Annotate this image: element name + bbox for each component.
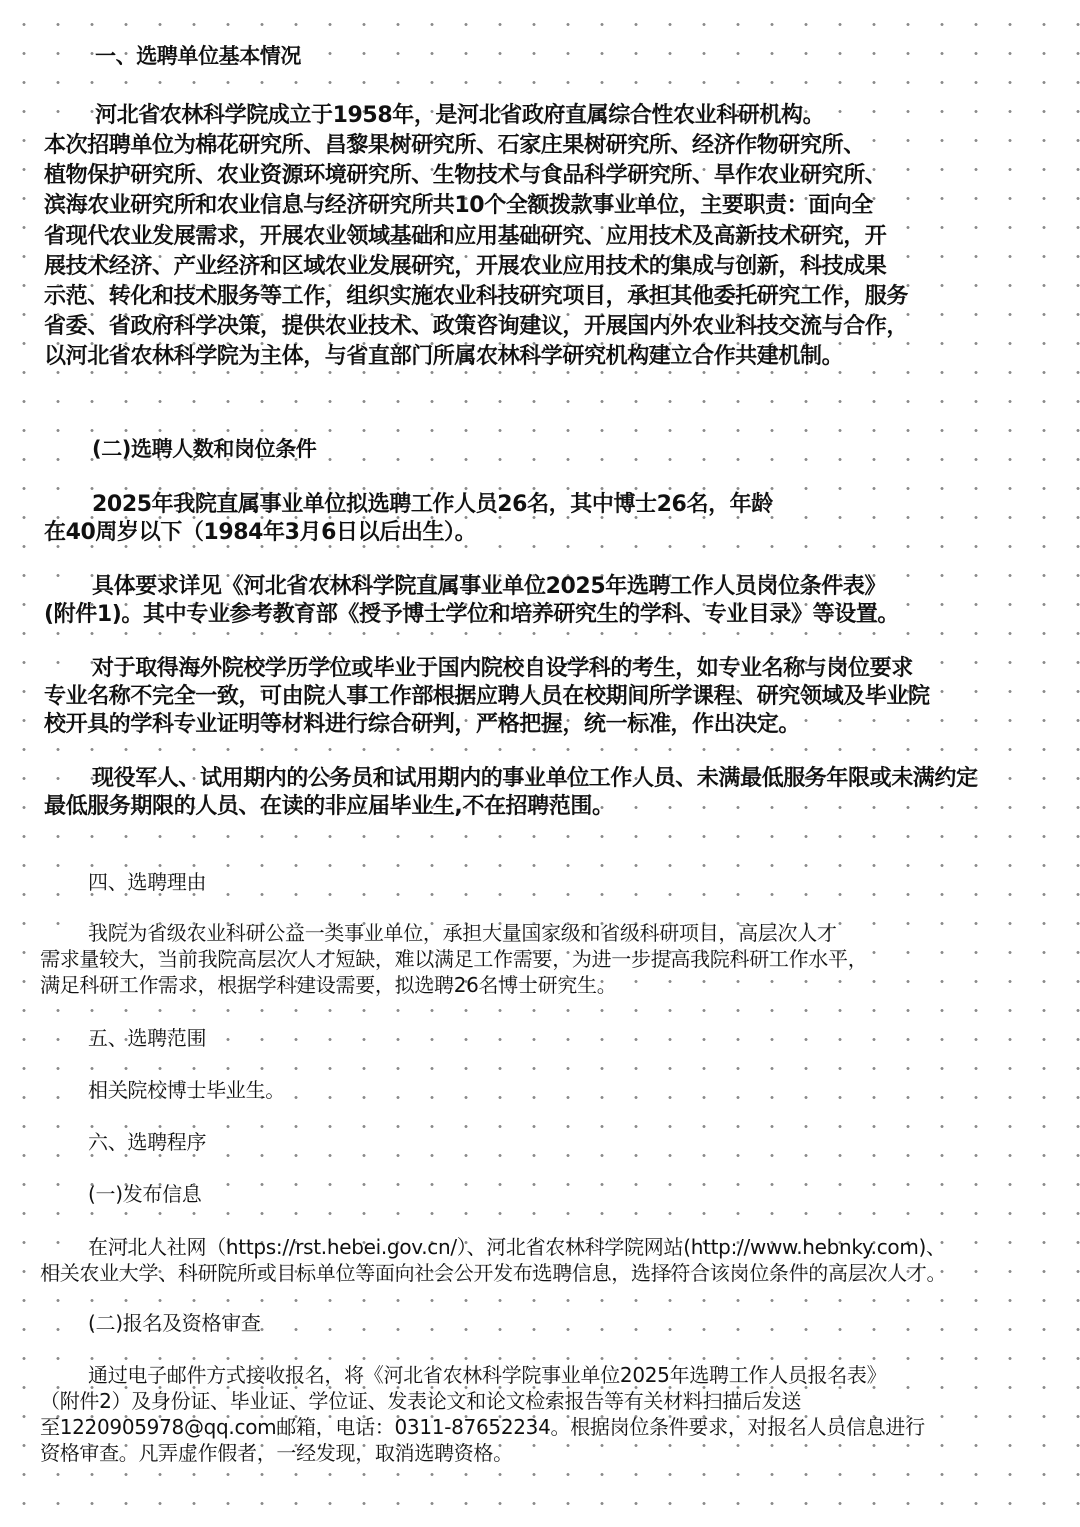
paragraph-line: 示范、转化和技术服务等工作，组织实施农业科技研究项目，承担其他委托研究工作，服务 <box>44 284 909 309</box>
paragraph-line: 省现代农业发展需求，开展农业领域基础和应用基础研究、应用技术及高新技术研究，开 <box>44 224 887 249</box>
subsection-heading-publish: (一)发布信息 <box>88 1182 202 1206</box>
paragraph-line: 我院为省级农业科研公益一类事业单位，承担大量国家级和省级科研项目，高层次人才 <box>88 921 837 945</box>
paragraph-line: 以河北省农林科学院为主体，与省直部门所属农林科学研究机构建立合作共建机制。 <box>44 344 844 369</box>
section-heading-scope: 五、选聘范围 <box>88 1026 207 1050</box>
paragraph-line: 本次招聘单位为棉花研究所、昌黎果树研究所、石家庄果树研究所、经济作物研究所、 <box>44 133 865 158</box>
paragraph-line: 具体要求详见《河北省农林科学院直属事业单位2025年选聘工作人员岗位条件表》 <box>92 574 887 599</box>
section-heading-unit-info: 一、选聘单位基本情况 <box>95 44 301 68</box>
paragraph-line: 满足科研工作需求，根据学科建设需要，拟选聘26名博士研究生。 <box>40 973 617 997</box>
paragraph-line: 省委、省政府科学决策，提供农业技术、政策咨询建议，开展国内外农业科技交流与合作， <box>44 314 909 339</box>
paragraph-line: 相关农业大学、科研院所或目标单位等面向社会公开发布选聘信息，选择符合该岗位条件的高层次人才。 <box>40 1261 947 1285</box>
paragraph-line: 现役军人、试用期内的公务员和试用期内的事业单位工作人员、未满最低服务年限或未满约定 <box>92 766 978 791</box>
paragraph-line: 需求量较大，当前我院高层次人才短缺，难以满足工作需要，为进一步提高我院科研工作水平， <box>40 947 868 971</box>
paragraph-line: 最低服务期限的人员、在读的非应届毕业生,不在招聘范围。 <box>44 794 614 819</box>
paragraph-line: 2025年我院直属事业单位拟选聘工作人员26名，其中博士26名，年龄 <box>92 492 773 517</box>
paragraph-line: 展技术经济、产业经济和区域农业发展研究，开展农业应用技术的集成与创新，科技成果 <box>44 254 887 279</box>
paragraph-line: 通过电子邮件方式接收报名，将《河北省农林科学院事业单位2025年选聘工作人员报名表》 <box>88 1363 887 1387</box>
paragraph-line: 对于取得海外院校学历学位或毕业于国内院校自设学科的考生，如专业名称与岗位要求 <box>92 656 913 681</box>
section-heading-positions: (二)选聘人数和岗位条件 <box>92 437 317 461</box>
paragraph-line: （附件2）及身份证、毕业证、学位证、发表论文和论文检索报告等有关材料扫描后发送 <box>40 1389 802 1413</box>
paragraph-line: 校开具的学科专业证明等材料进行综合研判，严格把握，统一标准，作出决定。 <box>44 712 801 737</box>
paragraph-line: 相关院校博士毕业生。 <box>88 1078 285 1102</box>
section-heading-procedure: 六、选聘程序 <box>88 1130 207 1154</box>
paragraph-line: (附件1)。其中专业参考教育部《授予博士学位和培养研究生的学科、专业目录》等设置。 <box>44 602 900 627</box>
paragraph-line: 滨海农业研究所和农业信息与经济研究所共10个全额拨款事业单位，主要职责：面向全 <box>44 193 874 218</box>
paragraph-line: 植物保护研究所、农业资源环境研究所、生物技术与食品科学研究所、旱作农业研究所、 <box>44 163 887 188</box>
subsection-heading-registration: (二)报名及资格审查 <box>88 1311 261 1335</box>
paragraph-line: 至1220905978@qq.com邮箱，电话：0311-87652234。根据岗位条件要求，对报名人员信息进行 <box>40 1415 925 1439</box>
paragraph-line: 专业名称不完全一致，可由院人事工作部根据应聘人员在校期间所学课程、研究领域及毕业院 <box>44 684 930 709</box>
paragraph-line: 资格审查。凡弄虚作假者，一经发现，取消选聘资格。 <box>40 1441 513 1465</box>
paragraph-line: 在40周岁以下（1984年3月6日以后出生）。 <box>44 520 477 545</box>
paragraph-line: 河北省农林科学院成立于1958年，是河北省政府直属综合性农业科研机构。 <box>95 103 825 128</box>
section-heading-reason: 四、选聘理由 <box>88 870 207 894</box>
paragraph-line: 在河北人社网（https://rst.hebei.gov.cn/）、河北省农林科学院网站(http://www.hebnky.com)、 <box>88 1235 946 1259</box>
